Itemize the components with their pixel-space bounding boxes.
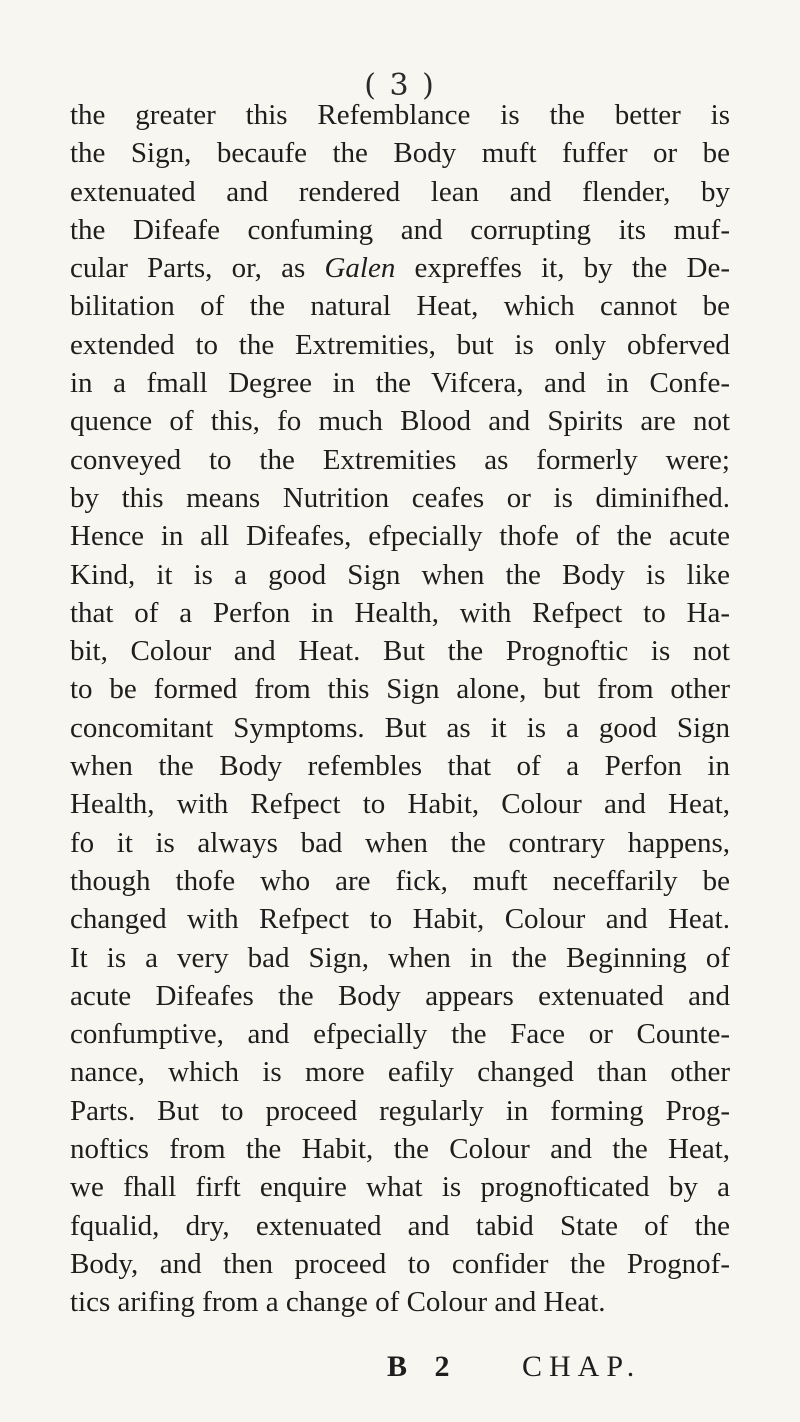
text-line: bilitation of the natural Heat, which cannot be [70,290,730,323]
page-number: ( 3 ) [364,68,436,103]
text-line: Body, and then proceed to confider the Prognof- [70,1247,730,1280]
text-line: Health, with Refpect to Habit, Colour and Heat, [70,788,730,821]
text-line: bit, Colour and Heat. But the Prognoftic is not [70,635,730,668]
text-line: to be formed from this Sign alone, but from other [70,673,730,706]
text-line: cular Parts, or, as Galen expreffes it, by the De- [70,252,730,285]
text-line: noftics from the Habit, the Colour and the Heat, [70,1133,730,1166]
page-footer [0,1350,800,1390]
text-line: fo it is always bad when the contrary happens, [70,826,730,859]
text-line: quence of this, fo much Blood and Spirits are not [70,405,730,438]
signature-mark: B 2 [387,1350,460,1383]
text-line: the greater this Refemblance is the better is [70,99,730,131]
text-line: Parts. But to proceed regularly in forming Prog- [70,1094,730,1127]
catchword: CHAP. [522,1350,642,1383]
text-line: concomitant Symptoms. But as it is a good Sign [70,711,730,744]
text-line: It is a very bad Sign, when in the Beginning of [70,941,730,974]
text-line: changed with Refpect to Habit, Colour and Heat. [70,903,730,936]
text-line: that of a Perfon in Health, with Refpect to Ha- [70,596,730,629]
text-line: in a fmall Degree in the Vifcera, and in Confe- [70,367,730,400]
text-line: Kind, it is a good Sign when the Body is like [70,558,730,591]
text-line: Hence in all Difeafes, efpecially thofe of the acute [70,520,730,553]
text-line: extenuated and rendered lean and flender, by [70,175,730,208]
text-line: when the Body refembles that of a Perfon in [70,750,730,783]
text-line: though thofe who are fick, muft neceffarily be [70,864,730,897]
text-line: conveyed to the Extremities as formerly were; [70,443,730,476]
text-line: confumptive, and efpecially the Face or Counte- [70,1018,730,1051]
author-name: Galen [324,252,396,285]
text-line: the Difeafe confuming and corrupting its muf- [70,213,730,246]
text-line: by this means Nutrition ceafes or is diminifhed. [70,481,730,514]
text-line: we fhall firft enquire what is prognofticated by a [70,1171,730,1204]
text-line: nance, which is more eafily changed than other [70,1056,730,1089]
text-line: fqualid, dry, extenuated and tabid State of the [70,1209,730,1242]
text-line: the Sign, becaufe the Body muft fuffer or be [70,137,730,170]
text-line: tics arifing from a change of Colour and Heat. [70,1286,606,1319]
body-text [70,96,730,1322]
text-line: acute Difeafes the Body appears extenuated and [70,979,730,1012]
text-line: extended to the Extremities, but is only obferved [70,328,730,361]
